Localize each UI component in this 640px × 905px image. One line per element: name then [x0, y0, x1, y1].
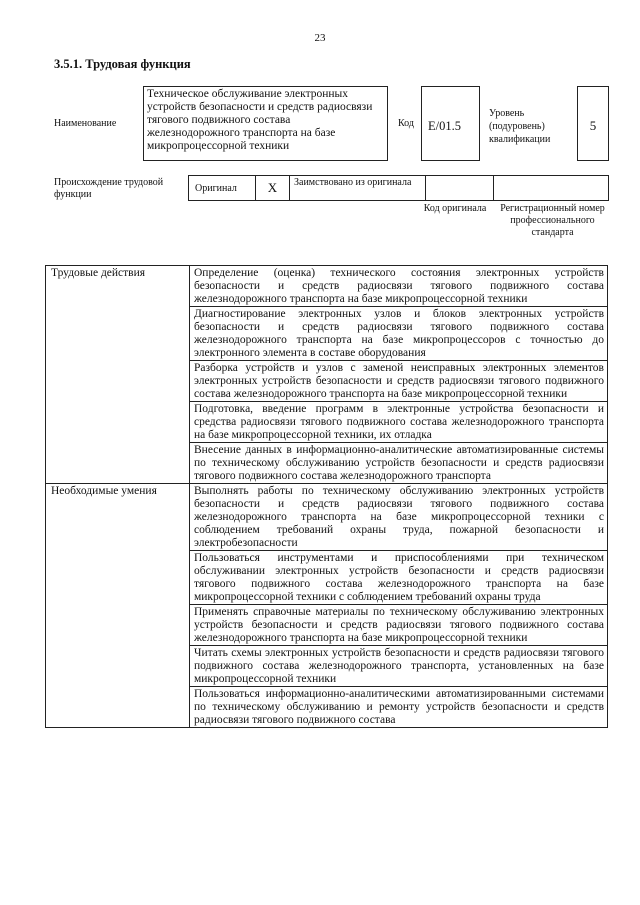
code-original-caption: Код оригинала [423, 203, 487, 214]
section-title: 3.5.1. Трудовая функция [54, 57, 191, 71]
description-cell: Читать схемы электронных устройств безопасности и средств радиосвязи тягового подвижного состава железнодорожного транспорта, установленных на базе микропроцессорной техники [190, 646, 608, 687]
origin-table [188, 175, 609, 201]
code-label: Код [398, 118, 414, 129]
code-original-cell [426, 176, 494, 200]
table-row [46, 484, 608, 551]
section-heading: Трудовые действия [46, 266, 190, 484]
section-heading: Необходимые умения [46, 484, 190, 728]
original-label: Оригинал [195, 183, 237, 194]
level-label: Уровень (подуровень) квалификации [489, 108, 551, 145]
description-cell: Пользоваться информационно-аналитическими автоматизированными системами по техническому обслуживанию и ремонту устройств безопасности и средств радиосвязи тягового подвижного состава [190, 687, 608, 728]
description-cell: Выполнять работы по техническому обслуживанию электронных устройств безопасности и средств радиосвязи тягового подвижного состава железнодорожного транспорта на базе микропроцессорной техники с соблюдением требований охраны труда, пожарной безопасности и электробезопасности [190, 484, 608, 551]
description-cell: Диагностирование электронных узлов и блоков электронных устройств безопасности и средств радиосвязи тягового подвижного состава железнодорожного транспорта на базе микропроцессоров с точностью до электронного элемента в составе оборудования [190, 307, 608, 361]
reg-number-caption: Регистрационный номер профессионального стандарта [500, 203, 605, 238]
page-number: 23 [314, 32, 326, 44]
reg-number-cell [494, 176, 608, 200]
function-details-table [45, 265, 608, 728]
description-cell: Пользоваться инструментами и приспособлениями при техническом обслуживании электронных устройств безопасности и средств радиосвязи тягового подвижного состава железнодорожного транспорта на базе микропроцессорной техники с соблюдением требований охраны труда [190, 551, 608, 605]
code-value-cell: E/01.5 [421, 86, 480, 161]
original-cell [189, 176, 256, 200]
description-cell: Подготовка, введение программ в электронные устройства безопасности и средства радиосвязи тягового подвижного состава железнодорожного транспорта на базе микропроцессорной техники, их отладка [190, 402, 608, 443]
description-cell: Определение (оценка) технического состояния электронных устройств безопасности и средств радиосвязи тягового подвижного состава железнодорожного транспорта на базе микропроцессорной техники [190, 266, 608, 307]
origin-label: Происхождение трудовой функции [54, 177, 164, 200]
description-cell: Разборка устройств и узлов с заменой неисправных электронных элементов электронных устройств безопасности и средств радиосвязи тягового подвижного состава железнодорожного транспорта на базе микропроцессорной техники [190, 361, 608, 402]
borrowed-cell: Заимствовано из оригинала [290, 176, 426, 200]
name-label: Наименование [54, 118, 117, 129]
table-row [46, 266, 608, 307]
description-cell: Применять справочные материалы по техническому обслуживанию электронных устройств безопасности и средств радиосвязи тягового подвижного состава железнодорожного транспорта на базе микропроцессорной техники [190, 605, 608, 646]
description-cell: Внесение данных в информационно-аналитические автоматизированные системы по техническому обслуживанию устройств безопасности и средств радиосвязи тягового подвижного состава железнодорожного транспорта [190, 443, 608, 484]
original-mark-cell: X [256, 176, 290, 200]
level-value-cell: 5 [577, 86, 609, 161]
function-name-cell: Техническое обслуживание электронных устройств безопасности и средств радиосвязи тягового подвижного состава железнодорожного транспорта на базе микропроцессорной техники [143, 86, 388, 161]
